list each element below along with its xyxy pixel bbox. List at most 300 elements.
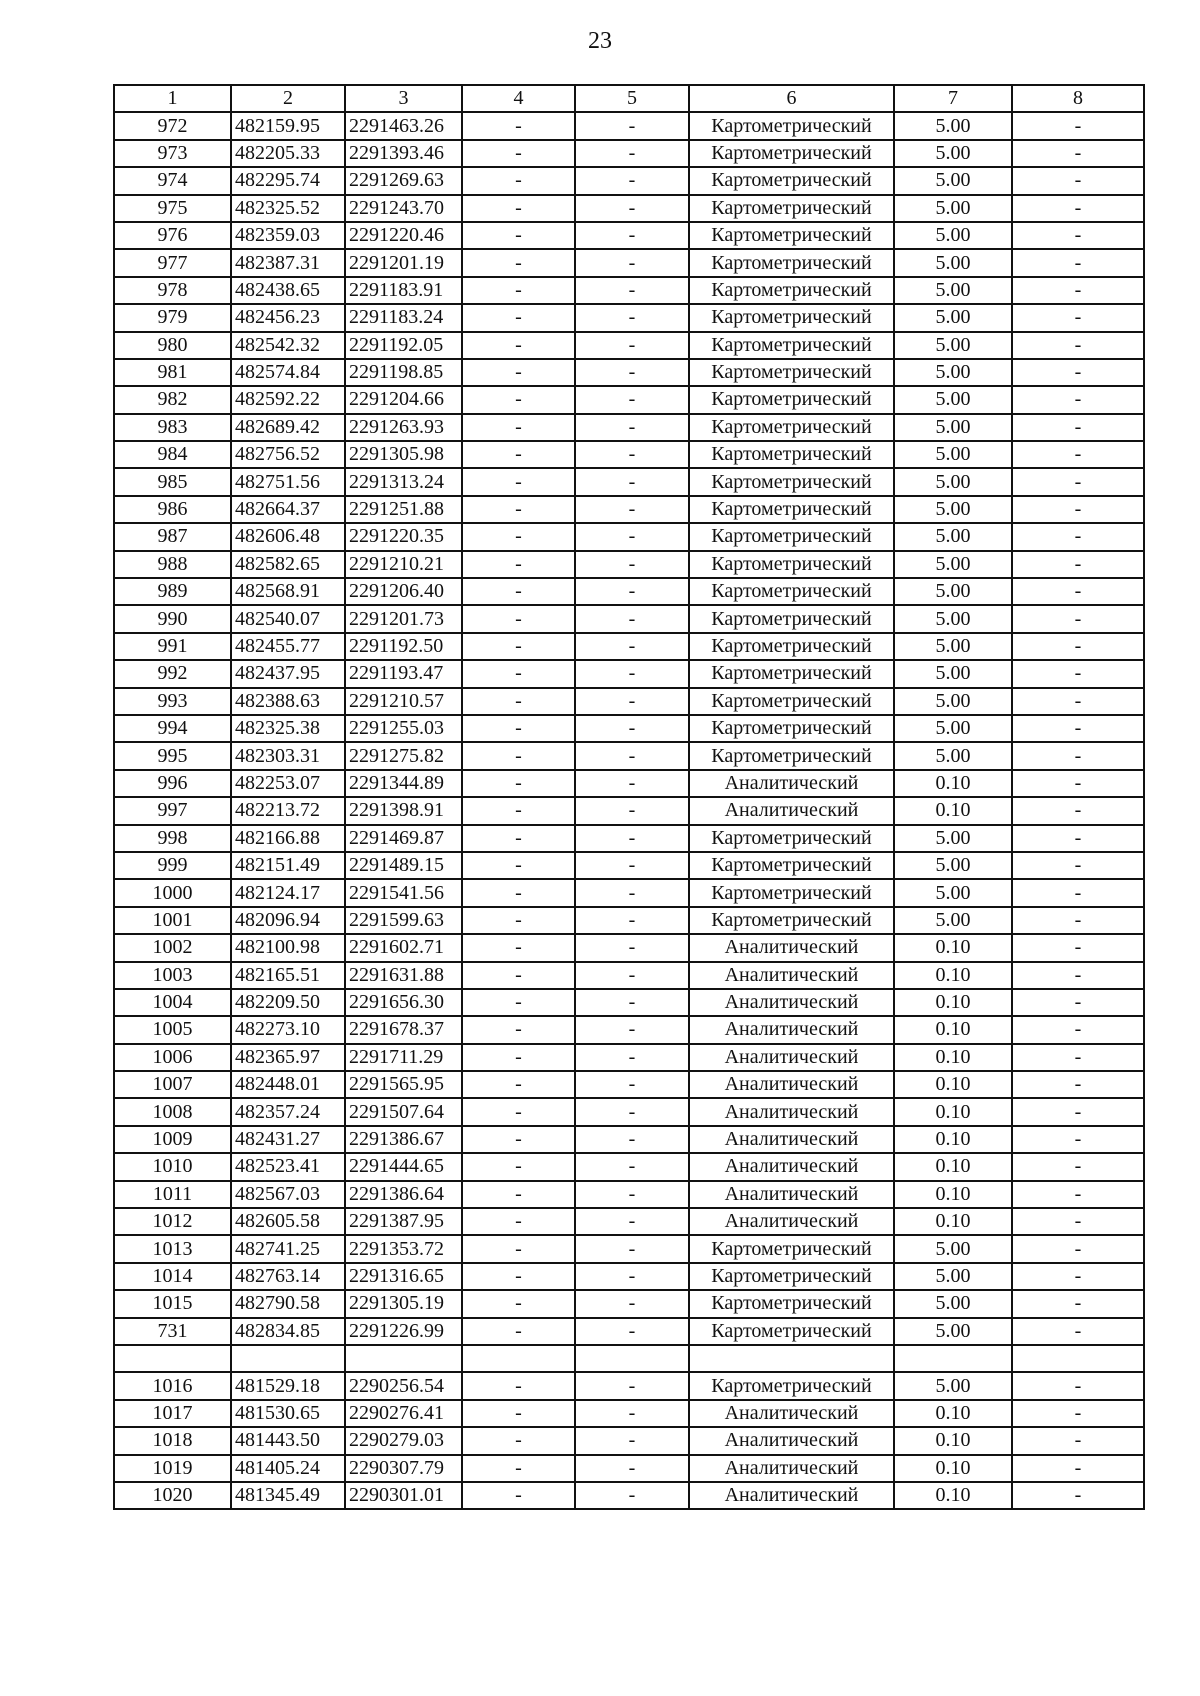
- cell-col-8: -: [1012, 386, 1144, 413]
- cell-coord-x: 482437.95: [231, 660, 345, 687]
- cell-col-8: -: [1012, 1153, 1144, 1180]
- cell-coord-x: 482605.58: [231, 1208, 345, 1235]
- cell-col-8: -: [1012, 989, 1144, 1016]
- cell-col-8: [1012, 1345, 1144, 1372]
- cell-coord-x: 482448.01: [231, 1071, 345, 1098]
- table-row: [114, 879, 1144, 906]
- cell-coord-x: 482151.49: [231, 852, 345, 879]
- cell-coord-y: [345, 1345, 462, 1372]
- cell-method: Аналитический: [689, 1098, 894, 1125]
- cell-col-5: -: [575, 825, 689, 852]
- cell-method: Аналитический: [689, 989, 894, 1016]
- cell-coord-x: 482253.07: [231, 770, 345, 797]
- cell-coord-x: 482689.42: [231, 414, 345, 441]
- cell-col-4: -: [462, 1208, 575, 1235]
- cell-coord-y: 2291386.67: [345, 1126, 462, 1153]
- cell-point-number: 1018: [114, 1427, 231, 1454]
- cell-point-number: 993: [114, 688, 231, 715]
- cell-accuracy: 0.10: [894, 1098, 1012, 1125]
- cell-coord-y: 2291631.88: [345, 962, 462, 989]
- cell-col-5: -: [575, 907, 689, 934]
- cell-col-5: -: [575, 1290, 689, 1317]
- cell-method: Аналитический: [689, 1400, 894, 1427]
- cell-col-4: -: [462, 1181, 575, 1208]
- cell-accuracy: 5.00: [894, 825, 1012, 852]
- cell-coord-y: 2291507.64: [345, 1098, 462, 1125]
- cell-coord-y: 2291469.87: [345, 825, 462, 852]
- cell-col-5: -: [575, 414, 689, 441]
- cell-col-5: -: [575, 1098, 689, 1125]
- cell-point-number: 996: [114, 770, 231, 797]
- cell-coord-x: 482606.48: [231, 523, 345, 550]
- cell-method: Картометрический: [689, 825, 894, 852]
- table-row: [114, 1372, 1144, 1399]
- table-row: [114, 1126, 1144, 1153]
- cell-col-5: -: [575, 1071, 689, 1098]
- cell-point-number: 1003: [114, 962, 231, 989]
- cell-coord-y: 2291678.37: [345, 1016, 462, 1043]
- cell-coord-x: 482387.31: [231, 249, 345, 276]
- cell-col-4: -: [462, 633, 575, 660]
- cell-col-8: -: [1012, 112, 1144, 139]
- cell-accuracy: 0.10: [894, 1482, 1012, 1509]
- cell-method: Картометрический: [689, 633, 894, 660]
- cell-coord-y: 2291201.19: [345, 249, 462, 276]
- cell-method: Картометрический: [689, 551, 894, 578]
- cell-accuracy: [894, 1345, 1012, 1372]
- cell-accuracy: 0.10: [894, 1044, 1012, 1071]
- cell-col-4: -: [462, 386, 575, 413]
- cell-accuracy: 5.00: [894, 907, 1012, 934]
- cell-col-5: -: [575, 770, 689, 797]
- cell-col-4: -: [462, 688, 575, 715]
- cell-point-number: 1009: [114, 1126, 231, 1153]
- table-row: [114, 468, 1144, 495]
- cell-point-number: 984: [114, 441, 231, 468]
- table-row: [114, 277, 1144, 304]
- table-row: [114, 1400, 1144, 1427]
- cell-col-5: -: [575, 195, 689, 222]
- cell-coord-x: 482834.85: [231, 1318, 345, 1345]
- cell-accuracy: 5.00: [894, 359, 1012, 386]
- cell-point-number: 1020: [114, 1482, 231, 1509]
- cell-col-8: -: [1012, 660, 1144, 687]
- cell-point-number: 1016: [114, 1372, 231, 1399]
- cell-col-8: -: [1012, 414, 1144, 441]
- cell-method: Картометрический: [689, 249, 894, 276]
- cell-point-number: 992: [114, 660, 231, 687]
- cell-point-number: 1010: [114, 1153, 231, 1180]
- table-row: [114, 195, 1144, 222]
- cell-col-8: -: [1012, 523, 1144, 550]
- cell-coord-x: 482205.33: [231, 140, 345, 167]
- cell-col-5: -: [575, 1372, 689, 1399]
- table-row: [114, 1153, 1144, 1180]
- cell-coord-y: 2291565.95: [345, 1071, 462, 1098]
- cell-point-number: 977: [114, 249, 231, 276]
- cell-coord-y: 2291541.56: [345, 879, 462, 906]
- cell-col-8: -: [1012, 1290, 1144, 1317]
- header-cell-5: 5: [575, 85, 689, 112]
- cell-coord-y: 2291226.99: [345, 1318, 462, 1345]
- cell-method: Аналитический: [689, 1071, 894, 1098]
- cell-method: Картометрический: [689, 879, 894, 906]
- cell-method: Аналитический: [689, 1482, 894, 1509]
- cell-coord-y: 2291344.89: [345, 770, 462, 797]
- cell-method: Картометрический: [689, 852, 894, 879]
- cell-point-number: 972: [114, 112, 231, 139]
- cell-col-4: -: [462, 1482, 575, 1509]
- cell-coord-y: 2291255.03: [345, 715, 462, 742]
- cell-coord-x: 482325.38: [231, 715, 345, 742]
- cell-method: Картометрический: [689, 195, 894, 222]
- cell-col-4: -: [462, 989, 575, 1016]
- cell-col-8: -: [1012, 962, 1144, 989]
- cell-col-8: -: [1012, 195, 1144, 222]
- cell-col-5: -: [575, 605, 689, 632]
- cell-col-4: -: [462, 605, 575, 632]
- cell-accuracy: 5.00: [894, 468, 1012, 495]
- cell-coord-y: 2291251.88: [345, 496, 462, 523]
- cell-col-5: -: [575, 1208, 689, 1235]
- cell-accuracy: 5.00: [894, 1263, 1012, 1290]
- cell-col-4: -: [462, 742, 575, 769]
- cell-col-5: -: [575, 1181, 689, 1208]
- cell-col-5: -: [575, 989, 689, 1016]
- cell-point-number: 995: [114, 742, 231, 769]
- cell-coord-x: 482540.07: [231, 605, 345, 632]
- cell-col-5: -: [575, 167, 689, 194]
- cell-col-8: -: [1012, 852, 1144, 879]
- cell-method: Картометрический: [689, 386, 894, 413]
- cell-coord-y: 2291220.46: [345, 222, 462, 249]
- cell-method: Картометрический: [689, 605, 894, 632]
- cell-accuracy: 0.10: [894, 989, 1012, 1016]
- cell-coord-x: 482166.88: [231, 825, 345, 852]
- table-body: [114, 112, 1144, 1509]
- cell-coord-y: 2291656.30: [345, 989, 462, 1016]
- cell-col-8: -: [1012, 742, 1144, 769]
- table-row: [114, 112, 1144, 139]
- cell-col-8: -: [1012, 907, 1144, 934]
- cell-col-5: -: [575, 962, 689, 989]
- cell-col-4: -: [462, 1400, 575, 1427]
- cell-col-5: -: [575, 249, 689, 276]
- cell-point-number: 1019: [114, 1455, 231, 1482]
- table-row: [114, 332, 1144, 359]
- cell-col-4: -: [462, 770, 575, 797]
- cell-accuracy: 5.00: [894, 1235, 1012, 1262]
- coordinates-table: [113, 84, 1145, 1510]
- cell-col-5: -: [575, 1126, 689, 1153]
- cell-accuracy: 5.00: [894, 551, 1012, 578]
- cell-coord-x: 482582.65: [231, 551, 345, 578]
- cell-point-number: 979: [114, 304, 231, 331]
- table-row: [114, 633, 1144, 660]
- cell-col-5: -: [575, 742, 689, 769]
- cell-method: Аналитический: [689, 1016, 894, 1043]
- cell-method: Картометрический: [689, 1263, 894, 1290]
- cell-col-8: -: [1012, 222, 1144, 249]
- cell-coord-x: 482756.52: [231, 441, 345, 468]
- cell-col-8: -: [1012, 277, 1144, 304]
- cell-point-number: 1000: [114, 879, 231, 906]
- cell-point-number: 991: [114, 633, 231, 660]
- cell-accuracy: 0.10: [894, 770, 1012, 797]
- cell-col-8: -: [1012, 167, 1144, 194]
- cell-col-4: -: [462, 1455, 575, 1482]
- cell-col-5: -: [575, 715, 689, 742]
- cell-coord-x: 482664.37: [231, 496, 345, 523]
- cell-accuracy: 5.00: [894, 688, 1012, 715]
- cell-coord-y: 2290307.79: [345, 1455, 462, 1482]
- cell-method: Картометрический: [689, 907, 894, 934]
- cell-method: Картометрический: [689, 660, 894, 687]
- cell-col-4: -: [462, 551, 575, 578]
- cell-coord-y: 2291192.50: [345, 633, 462, 660]
- table-header: [114, 85, 1144, 112]
- cell-col-8: -: [1012, 496, 1144, 523]
- cell-method: Картометрический: [689, 688, 894, 715]
- cell-col-8: -: [1012, 1455, 1144, 1482]
- cell-col-5: -: [575, 551, 689, 578]
- cell-col-5: -: [575, 277, 689, 304]
- table-row: [114, 1071, 1144, 1098]
- cell-col-8: -: [1012, 1126, 1144, 1153]
- cell-point-number: 1006: [114, 1044, 231, 1071]
- cell-point-number: 987: [114, 523, 231, 550]
- cell-accuracy: 5.00: [894, 578, 1012, 605]
- cell-coord-x: 482763.14: [231, 1263, 345, 1290]
- cell-col-5: -: [575, 386, 689, 413]
- cell-coord-y: 2291313.24: [345, 468, 462, 495]
- cell-col-4: -: [462, 578, 575, 605]
- table-row: [114, 797, 1144, 824]
- cell-method: Картометрический: [689, 1372, 894, 1399]
- cell-coord-y: 2291183.91: [345, 277, 462, 304]
- cell-col-5: -: [575, 1482, 689, 1509]
- table-row: [114, 1290, 1144, 1317]
- table-row: [114, 578, 1144, 605]
- cell-accuracy: 5.00: [894, 879, 1012, 906]
- cell-col-4: -: [462, 1071, 575, 1098]
- cell-accuracy: 5.00: [894, 277, 1012, 304]
- cell-coord-y: 2291602.71: [345, 934, 462, 961]
- cell-coord-x: 482295.74: [231, 167, 345, 194]
- table-row: [114, 934, 1144, 961]
- cell-method: Картометрический: [689, 414, 894, 441]
- cell-method: Аналитический: [689, 797, 894, 824]
- cell-coord-x: 482567.03: [231, 1181, 345, 1208]
- cell-col-8: -: [1012, 688, 1144, 715]
- cell-point-number: 980: [114, 332, 231, 359]
- cell-col-5: -: [575, 1455, 689, 1482]
- cell-accuracy: 5.00: [894, 715, 1012, 742]
- header-row: [114, 85, 1144, 112]
- cell-point-number: 988: [114, 551, 231, 578]
- cell-col-5: -: [575, 468, 689, 495]
- cell-coord-y: 2291489.15: [345, 852, 462, 879]
- cell-col-4: -: [462, 249, 575, 276]
- cell-coord-y: 2291353.72: [345, 1235, 462, 1262]
- cell-method: Картометрический: [689, 468, 894, 495]
- cell-point-number: 999: [114, 852, 231, 879]
- cell-coord-y: 2291711.29: [345, 1044, 462, 1071]
- cell-method: Картометрический: [689, 715, 894, 742]
- cell-col-4: -: [462, 140, 575, 167]
- cell-method: Картометрический: [689, 496, 894, 523]
- cell-coord-x: 482741.25: [231, 1235, 345, 1262]
- cell-coord-y: 2291210.21: [345, 551, 462, 578]
- cell-method: Аналитический: [689, 770, 894, 797]
- cell-method: [689, 1345, 894, 1372]
- cell-method: Картометрический: [689, 359, 894, 386]
- cell-accuracy: 5.00: [894, 852, 1012, 879]
- cell-col-4: -: [462, 304, 575, 331]
- cell-col-4: -: [462, 441, 575, 468]
- cell-accuracy: 5.00: [894, 496, 1012, 523]
- cell-point-number: 1017: [114, 1400, 231, 1427]
- cell-point-number: 976: [114, 222, 231, 249]
- cell-coord-y: 2291316.65: [345, 1263, 462, 1290]
- table-row: [114, 1318, 1144, 1345]
- cell-method: Картометрический: [689, 222, 894, 249]
- cell-point-number: 978: [114, 277, 231, 304]
- cell-col-8: -: [1012, 140, 1144, 167]
- cell-accuracy: 5.00: [894, 1372, 1012, 1399]
- cell-coord-y: 2291398.91: [345, 797, 462, 824]
- cell-accuracy: 0.10: [894, 1400, 1012, 1427]
- cell-accuracy: 5.00: [894, 112, 1012, 139]
- cell-coord-y: 2290279.03: [345, 1427, 462, 1454]
- cell-method: Картометрический: [689, 1235, 894, 1262]
- cell-col-8: -: [1012, 633, 1144, 660]
- cell-coord-x: 482523.41: [231, 1153, 345, 1180]
- cell-col-8: -: [1012, 879, 1144, 906]
- cell-col-8: -: [1012, 359, 1144, 386]
- cell-accuracy: 5.00: [894, 222, 1012, 249]
- cell-col-5: -: [575, 359, 689, 386]
- cell-accuracy: 5.00: [894, 386, 1012, 413]
- cell-col-8: -: [1012, 1071, 1144, 1098]
- cell-coord-x: 482213.72: [231, 797, 345, 824]
- table-row: [114, 359, 1144, 386]
- table-row: [114, 1098, 1144, 1125]
- cell-col-4: -: [462, 359, 575, 386]
- cell-coord-y: 2291183.24: [345, 304, 462, 331]
- cell-col-8: -: [1012, 715, 1144, 742]
- cell-coord-y: 2291269.63: [345, 167, 462, 194]
- cell-coord-x: [231, 1345, 345, 1372]
- cell-col-4: -: [462, 1318, 575, 1345]
- cell-col-8: -: [1012, 1235, 1144, 1262]
- cell-method: Аналитический: [689, 1181, 894, 1208]
- cell-coord-y: 2291386.64: [345, 1181, 462, 1208]
- cell-method: Аналитический: [689, 1455, 894, 1482]
- cell-accuracy: 5.00: [894, 304, 1012, 331]
- cell-coord-y: 2291201.73: [345, 605, 462, 632]
- cell-method: Картометрический: [689, 742, 894, 769]
- cell-accuracy: 5.00: [894, 140, 1012, 167]
- cell-coord-x: 481443.50: [231, 1427, 345, 1454]
- cell-coord-x: 482096.94: [231, 907, 345, 934]
- cell-accuracy: 0.10: [894, 962, 1012, 989]
- cell-accuracy: 5.00: [894, 633, 1012, 660]
- table-row: [114, 907, 1144, 934]
- table-row: [114, 249, 1144, 276]
- cell-coord-y: 2291393.46: [345, 140, 462, 167]
- cell-accuracy: 5.00: [894, 441, 1012, 468]
- cell-col-5: -: [575, 140, 689, 167]
- cell-coord-y: 2291192.05: [345, 332, 462, 359]
- cell-col-5: -: [575, 1263, 689, 1290]
- cell-col-8: -: [1012, 332, 1144, 359]
- table-row: [114, 222, 1144, 249]
- cell-col-5: -: [575, 1044, 689, 1071]
- cell-coord-y: 2291463.26: [345, 112, 462, 139]
- cell-method: Картометрический: [689, 523, 894, 550]
- cell-col-8: -: [1012, 1044, 1144, 1071]
- table-row: [114, 167, 1144, 194]
- cell-point-number: 731: [114, 1318, 231, 1345]
- cell-method: Картометрический: [689, 140, 894, 167]
- cell-method: Картометрический: [689, 1318, 894, 1345]
- table-row: [114, 551, 1144, 578]
- cell-col-8: -: [1012, 249, 1144, 276]
- cell-col-4: -: [462, 277, 575, 304]
- cell-col-8: -: [1012, 1263, 1144, 1290]
- table-row: [114, 441, 1144, 468]
- cell-accuracy: 5.00: [894, 195, 1012, 222]
- cell-col-8: -: [1012, 578, 1144, 605]
- table-row: [114, 1345, 1144, 1372]
- cell-coord-x: 482438.65: [231, 277, 345, 304]
- cell-col-5: -: [575, 1400, 689, 1427]
- cell-method: Аналитический: [689, 1044, 894, 1071]
- cell-col-8: -: [1012, 551, 1144, 578]
- cell-col-4: -: [462, 797, 575, 824]
- table-row: [114, 605, 1144, 632]
- cell-point-number: 1012: [114, 1208, 231, 1235]
- cell-col-4: -: [462, 1372, 575, 1399]
- cell-col-8: -: [1012, 1482, 1144, 1509]
- cell-col-8: -: [1012, 1016, 1144, 1043]
- cell-col-5: -: [575, 1016, 689, 1043]
- cell-col-4: -: [462, 907, 575, 934]
- cell-col-4: -: [462, 1235, 575, 1262]
- cell-col-4: [462, 1345, 575, 1372]
- cell-col-5: -: [575, 797, 689, 824]
- cell-point-number: 975: [114, 195, 231, 222]
- cell-coord-x: 482751.56: [231, 468, 345, 495]
- table-row: [114, 715, 1144, 742]
- cell-coord-y: 2291599.63: [345, 907, 462, 934]
- cell-coord-y: 2290301.01: [345, 1482, 462, 1509]
- cell-col-4: -: [462, 414, 575, 441]
- cell-accuracy: 0.10: [894, 1071, 1012, 1098]
- cell-col-8: -: [1012, 1372, 1144, 1399]
- cell-point-number: 990: [114, 605, 231, 632]
- cell-coord-x: 481345.49: [231, 1482, 345, 1509]
- header-cell-7: 7: [894, 85, 1012, 112]
- cell-method: Картометрический: [689, 304, 894, 331]
- cell-coord-y: 2291204.66: [345, 386, 462, 413]
- cell-accuracy: 0.10: [894, 934, 1012, 961]
- cell-method: Аналитический: [689, 1208, 894, 1235]
- cell-col-4: -: [462, 1290, 575, 1317]
- cell-coord-x: 482303.31: [231, 742, 345, 769]
- header-cell-2: 2: [231, 85, 345, 112]
